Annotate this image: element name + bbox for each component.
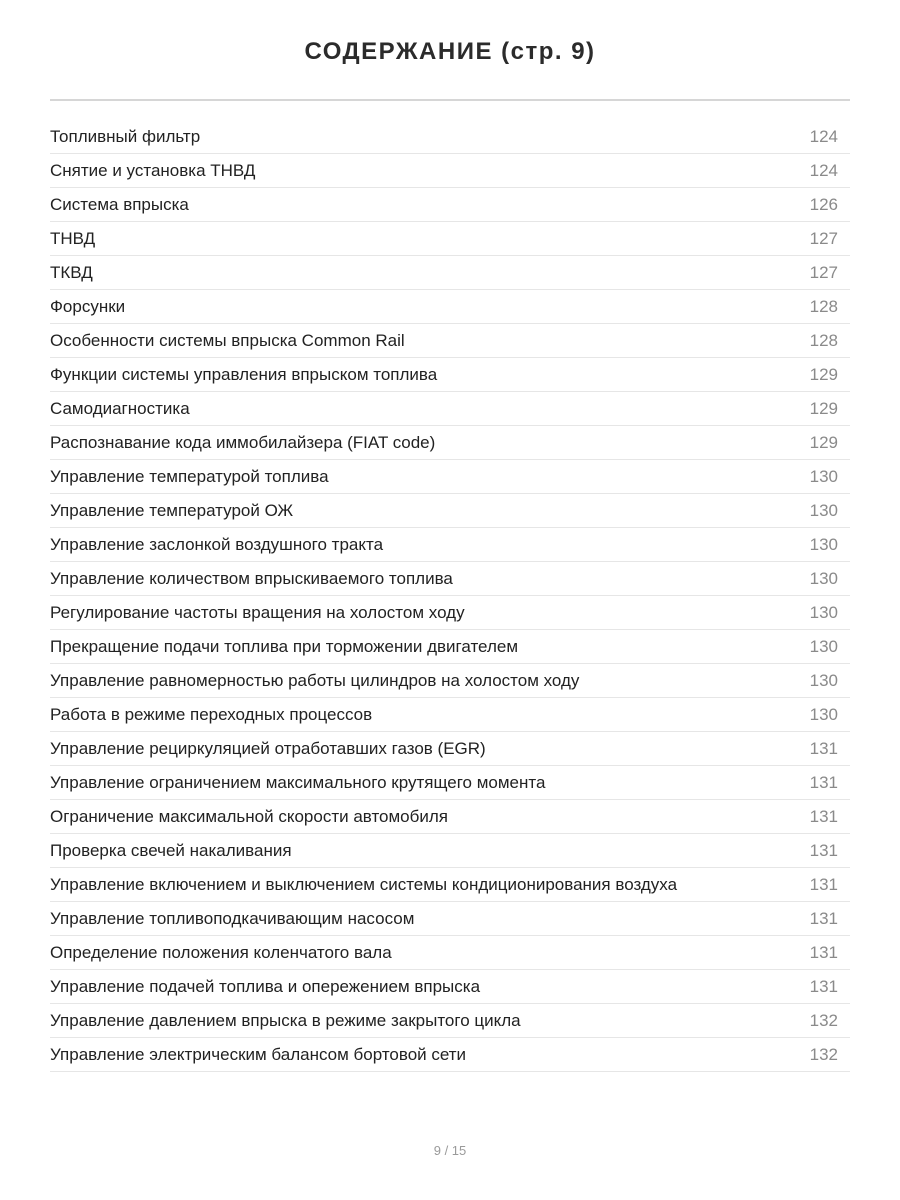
toc-entry-page-number: 127 <box>809 228 838 248</box>
toc-entry[interactable] <box>50 800 850 834</box>
toc-entry-title: Проверка свечей накаливания <box>50 840 292 860</box>
toc-entry[interactable] <box>50 562 850 596</box>
toc-entry-page-number: 132 <box>809 1010 838 1030</box>
toc-entry-page-number: 130 <box>809 534 838 554</box>
toc-entry-title: Функции системы управления впрыском топлива <box>50 364 438 384</box>
toc-entry-title: Управление температурой ОЖ <box>50 500 294 520</box>
toc-entry[interactable] <box>50 188 850 222</box>
toc-entry-title: Ограничение максимальной скорости автомобиля <box>50 806 448 826</box>
toc-entry[interactable] <box>50 834 850 868</box>
toc-entry-page-number: 131 <box>809 874 838 894</box>
toc-entry[interactable] <box>50 290 850 324</box>
toc-entry-title: ТНВД <box>50 228 96 248</box>
toc-entry-title: Управление топливоподкачивающим насосом <box>50 908 415 928</box>
toc-entry-title: Управление количеством впрыскиваемого топлива <box>50 568 453 588</box>
toc-entry[interactable] <box>50 324 850 358</box>
toc-entry-page-number: 129 <box>809 432 838 452</box>
toc-entry-page-number: 132 <box>809 1044 838 1064</box>
toc-entry[interactable] <box>50 222 850 256</box>
toc-entry[interactable] <box>50 868 850 902</box>
toc-entry-title: Управление заслонкой воздушного тракта <box>50 534 384 554</box>
toc-entry[interactable] <box>50 426 850 460</box>
toc-entry[interactable] <box>50 698 850 732</box>
toc-entry-page-number: 130 <box>809 704 838 724</box>
toc-entry-title: Самодиагностика <box>50 398 190 418</box>
title-divider <box>50 99 850 101</box>
toc-entry[interactable] <box>50 766 850 800</box>
toc-entry-page-number: 131 <box>809 976 838 996</box>
toc-entry[interactable] <box>50 936 850 970</box>
toc-entry-title: Распознавание кода иммобилайзера (FIAT code) <box>50 432 436 452</box>
toc-entry-page-number: 131 <box>809 772 838 792</box>
toc-entry-page-number: 131 <box>809 908 838 928</box>
toc-entry[interactable] <box>50 392 850 426</box>
toc-entry[interactable] <box>50 970 850 1004</box>
toc-entry-title: Управление ограничением максимального крутящего момента <box>50 772 546 792</box>
toc-entry-page-number: 130 <box>809 466 838 486</box>
toc-entry[interactable] <box>50 664 850 698</box>
toc-entry[interactable] <box>50 494 850 528</box>
toc-entry-title: Работа в режиме переходных процессов <box>50 704 373 724</box>
toc-entry-title: ТКВД <box>50 262 93 282</box>
toc-entry-title: Управление электрическим балансом бортовой сети <box>50 1044 467 1064</box>
toc-entry[interactable] <box>50 528 850 562</box>
toc-entry-title: Управление подачей топлива и опережением впрыска <box>50 976 481 996</box>
toc-entry-title: Регулирование частоты вращения на холостом ходу <box>50 602 465 622</box>
toc-entry-page-number: 131 <box>809 840 838 860</box>
toc-entry-title: Прекращение подачи топлива при торможении двигателем <box>50 636 519 656</box>
toc-entry[interactable] <box>50 358 850 392</box>
toc-entry-page-number: 124 <box>809 126 838 146</box>
toc-entry-page-number: 128 <box>809 296 838 316</box>
toc-entry-title: Управление рециркуляцией отработавших газов (EGR) <box>50 738 486 758</box>
page-indicator: 9 / 15 <box>433 1143 467 1158</box>
toc-entry-page-number: 130 <box>809 670 838 690</box>
toc-entry-page-number: 130 <box>809 602 838 622</box>
toc-entry-page-number: 131 <box>809 806 838 826</box>
toc-entry-title: Управление равномерностью работы цилиндров на холостом ходу <box>50 670 580 690</box>
toc-entry-title: Определение положения коленчатого вала <box>50 942 392 962</box>
toc-entry-title: Управление температурой топлива <box>50 466 329 486</box>
toc-list <box>50 120 850 1072</box>
toc-entry[interactable] <box>50 596 850 630</box>
toc-entry-page-number: 131 <box>809 738 838 758</box>
toc-entry[interactable] <box>50 256 850 290</box>
toc-entry[interactable] <box>50 1004 850 1038</box>
toc-entry[interactable] <box>50 154 850 188</box>
toc-entry-page-number: 124 <box>809 160 838 180</box>
toc-entry[interactable] <box>50 120 850 154</box>
toc-entry-page-number: 127 <box>809 262 838 282</box>
toc-entry-title: Особенности системы впрыска Common Rail <box>50 330 405 350</box>
toc-entry-title: Система впрыска <box>50 194 189 214</box>
toc-entry-page-number: 129 <box>809 364 838 384</box>
toc-entry-title: Управление включением и выключением системы кондиционирования воздуха <box>50 874 678 894</box>
toc-entry[interactable] <box>50 732 850 766</box>
toc-entry-page-number: 130 <box>809 500 838 520</box>
toc-entry-page-number: 130 <box>809 636 838 656</box>
toc-entry-page-number: 131 <box>809 942 838 962</box>
toc-entry-page-number: 126 <box>809 194 838 214</box>
toc-entry-title: Управление давлением впрыска в режиме закрытого цикла <box>50 1010 521 1030</box>
toc-entry-page-number: 130 <box>809 568 838 588</box>
toc-entry[interactable] <box>50 902 850 936</box>
toc-entry-title: Форсунки <box>50 296 126 316</box>
toc-entry-page-number: 128 <box>809 330 838 350</box>
toc-entry[interactable] <box>50 630 850 664</box>
toc-entry-title: Снятие и установка ТНВД <box>50 160 256 180</box>
toc-entry-page-number: 129 <box>809 398 838 418</box>
toc-entry[interactable] <box>50 1038 850 1072</box>
toc-entry-title: Топливный фильтр <box>50 126 201 146</box>
toc-entry[interactable] <box>50 460 850 494</box>
page-title: СОДЕРЖАНИЕ (стр. 9) <box>304 38 596 65</box>
